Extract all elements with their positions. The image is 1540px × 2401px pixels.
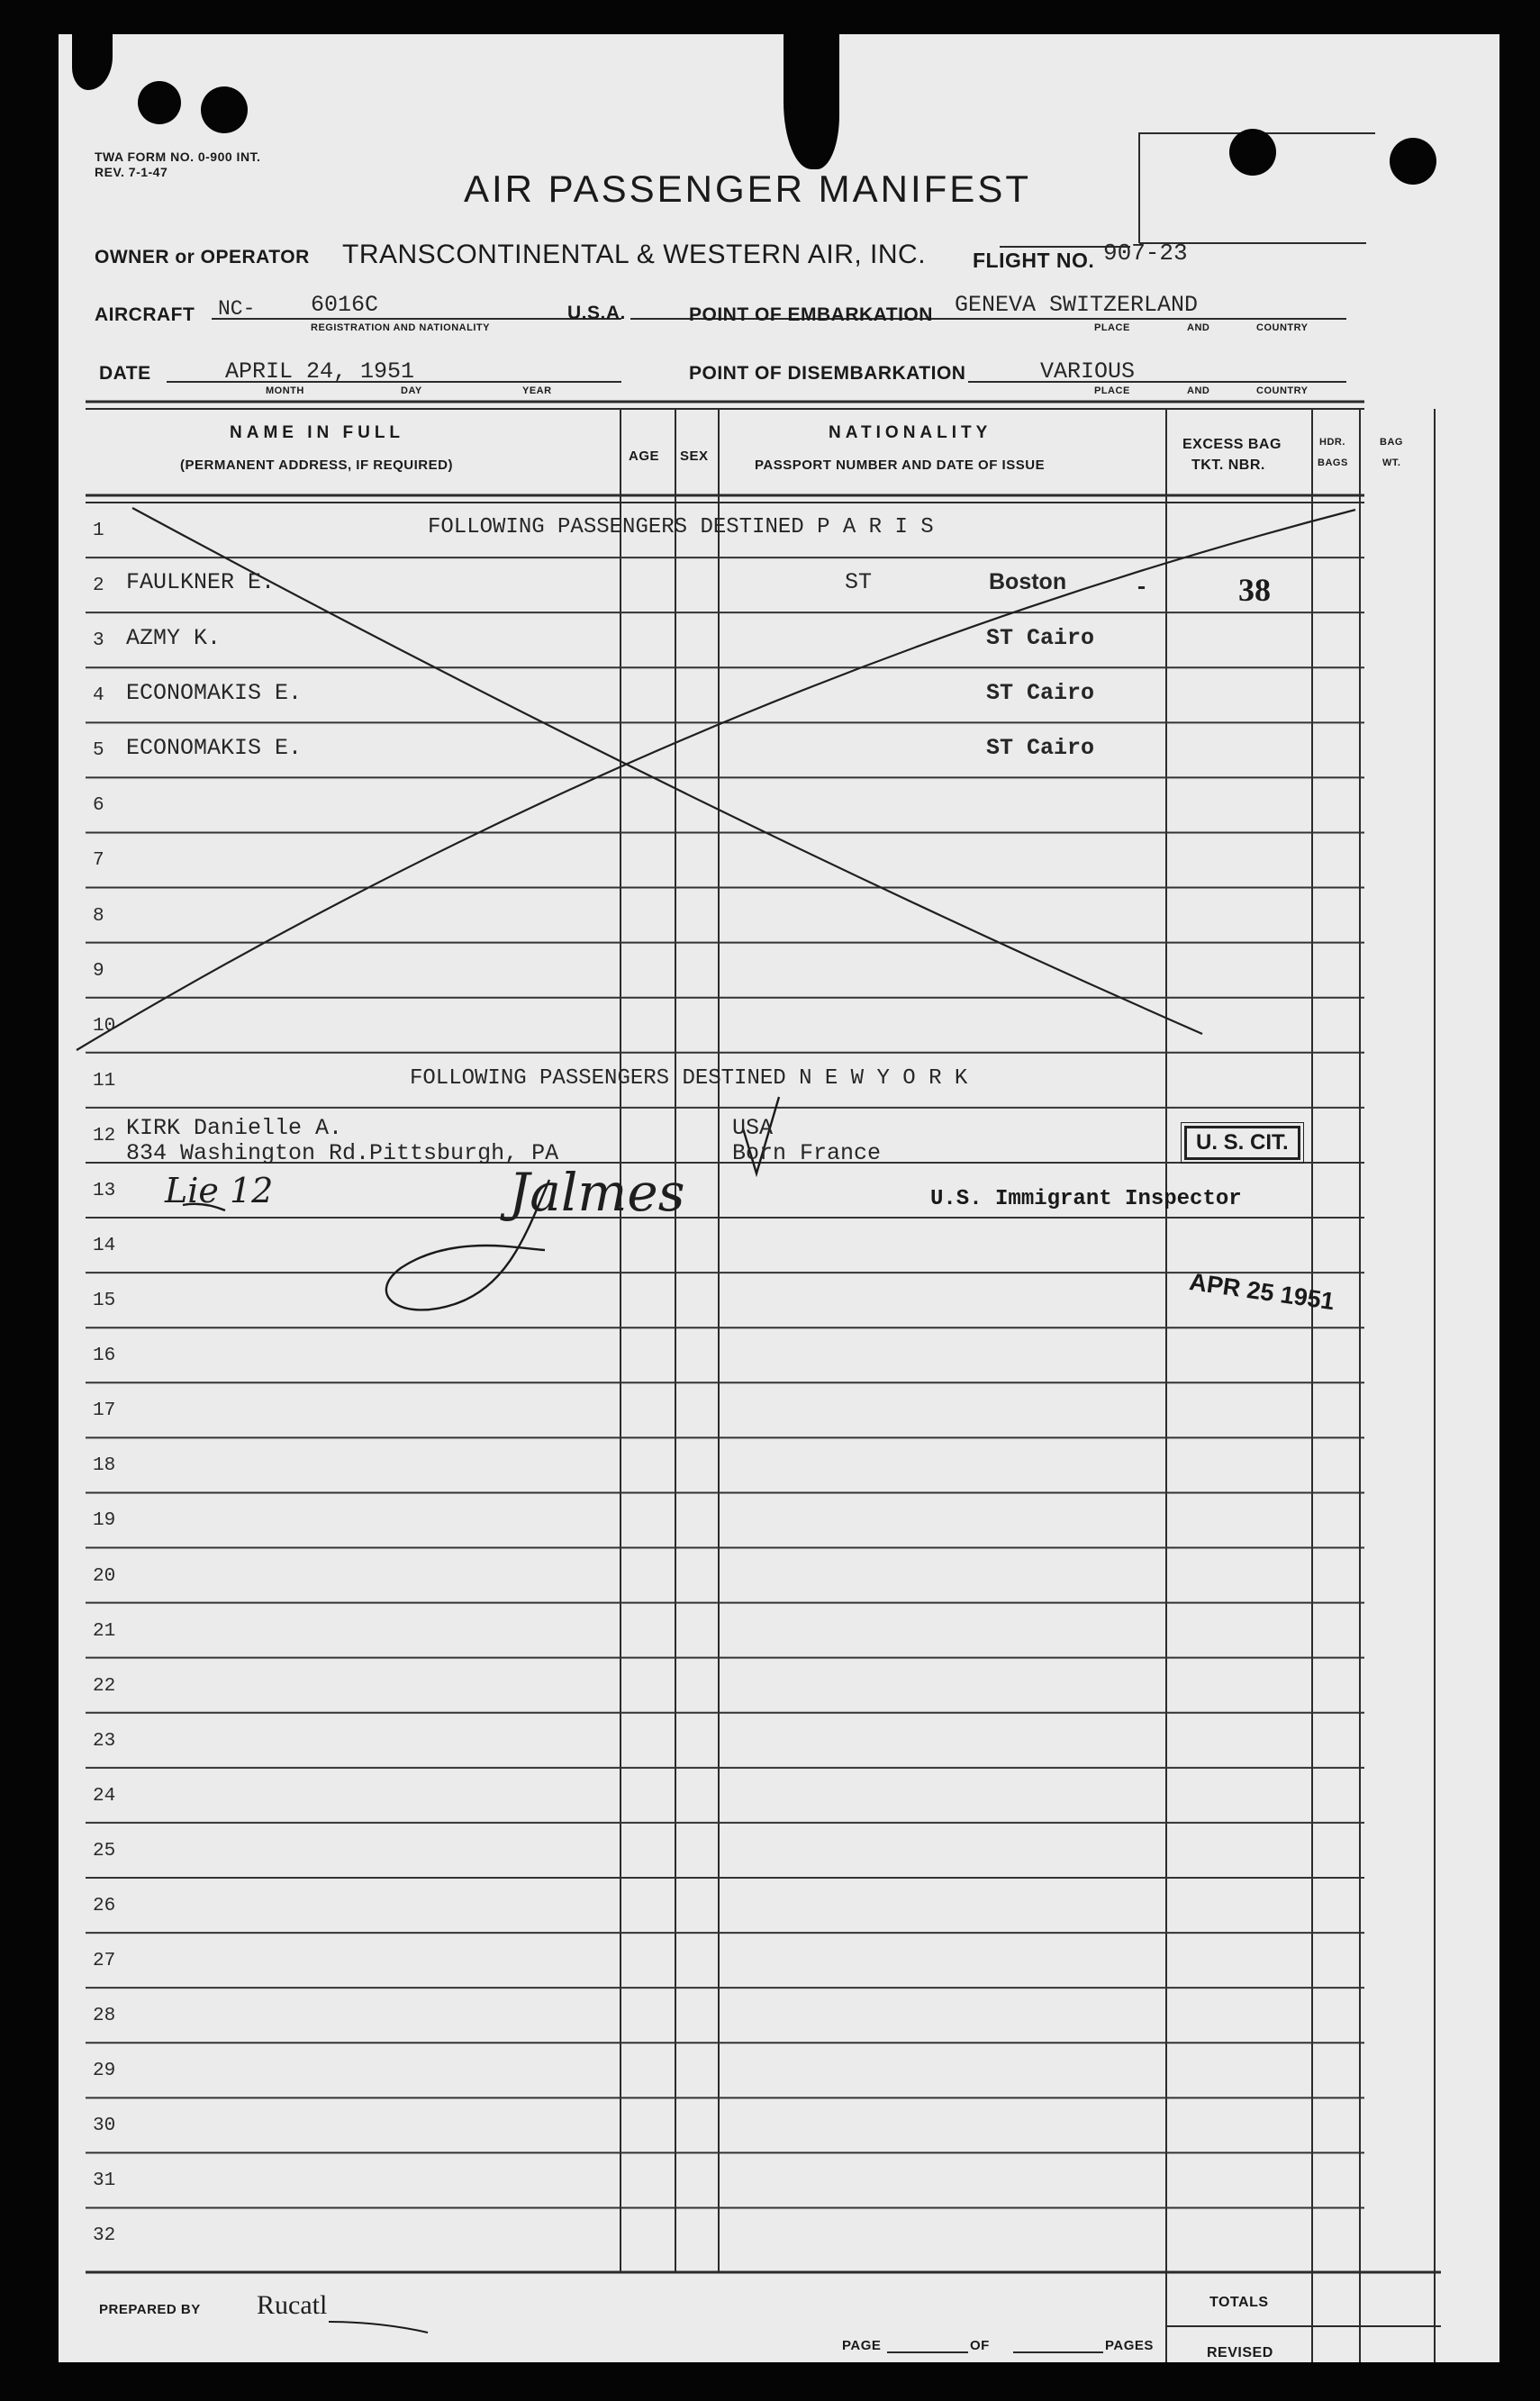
row-12-stamp: U. S. CIT. — [1184, 1126, 1300, 1160]
row-number: 10 — [93, 1015, 116, 1037]
row-12-address: 834 Washington Rd.Pittsburgh, PA — [126, 1140, 559, 1166]
col-hdr-header-2: BAGS — [1318, 458, 1348, 468]
form-number: TWA FORM NO. 0-900 INT. — [95, 149, 261, 164]
punch-hole — [1229, 129, 1276, 176]
disembark-label: POINT OF DISEMBARKATION — [689, 363, 966, 384]
month-caption: MONTH — [266, 385, 304, 396]
row-number: 29 — [93, 2061, 116, 2082]
row-number: 12 — [93, 1125, 116, 1146]
torn-notch — [784, 34, 839, 169]
row-12-nat-1: USA — [732, 1115, 774, 1141]
owner-value: TRANSCONTINENTAL & WESTERN AIR, INC. — [342, 240, 927, 269]
prepared-by-value: Rucatl — [257, 2290, 328, 2320]
date-label: DATE — [99, 363, 151, 384]
row-11-destination: FOLLOWING PASSENGERS DESTINED N E W Y O R K — [410, 1066, 968, 1091]
aircraft-label: AIRCRAFT — [95, 304, 195, 325]
page-title: AIR PASSENGER MANIFEST — [464, 168, 1031, 210]
row-number: 25 — [93, 1840, 116, 1862]
row-number: 20 — [93, 1565, 116, 1587]
row-number: 3 — [93, 630, 104, 652]
row-number: 27 — [93, 1951, 116, 1972]
row-number: 21 — [93, 1620, 116, 1642]
row-4-nationality: ST Cairo — [986, 680, 1095, 706]
punch-hole — [201, 86, 248, 133]
row-13-inspector-stamp: U.S. Immigrant Inspector — [930, 1187, 1242, 1211]
row-2-place: Boston — [989, 569, 1067, 594]
row-4-name: ECONOMAKIS E. — [126, 680, 303, 706]
of-label: OF — [970, 2338, 990, 2353]
embark-value: GENEVA SWITZERLAND — [955, 292, 1199, 318]
row-number: 16 — [93, 1345, 116, 1367]
row-number: 13 — [93, 1180, 116, 1201]
row-number: 28 — [93, 2006, 116, 2027]
col-nationality-sub: PASSPORT NUMBER AND DATE OF ISSUE — [755, 458, 1046, 473]
pages-label: PAGES — [1105, 2338, 1154, 2353]
col-sex-header: SEX — [680, 448, 709, 464]
disembark-value: VARIOUS — [1040, 358, 1136, 385]
row-number: 22 — [93, 1675, 116, 1697]
row-12-name: KIRK Danielle A. — [126, 1115, 343, 1141]
row-number: 4 — [93, 685, 104, 707]
row-12-nat-2: Born France — [732, 1140, 882, 1166]
row-13-signature: Jalmes — [509, 1162, 685, 1223]
country-caption-2: COUNTRY — [1256, 385, 1309, 396]
row-number: 32 — [93, 2225, 116, 2247]
col-hdr-header-1: HDR. — [1319, 437, 1345, 448]
row-number: 9 — [93, 960, 104, 982]
row-number: 1 — [93, 521, 104, 541]
and-caption: AND — [1187, 322, 1210, 333]
punch-hole — [138, 81, 181, 124]
embark-label: POINT OF EMBARKATION — [689, 304, 933, 325]
day-caption: DAY — [401, 385, 422, 396]
col-bagwt-header-1: BAG — [1380, 437, 1403, 448]
revised-label: REVISED — [1207, 2345, 1273, 2360]
row-number: 14 — [93, 1236, 116, 1257]
aircraft-country: U.S.A. — [567, 303, 626, 323]
row-number: 15 — [93, 1291, 116, 1312]
punch-hole — [1390, 138, 1436, 185]
year-caption: YEAR — [522, 385, 552, 396]
row-number: 19 — [93, 1510, 116, 1532]
prepared-by-label: PREPARED BY — [99, 2302, 201, 2317]
row-1-destination: FOLLOWING PASSENGERS DESTINED P A R I S — [428, 515, 934, 539]
place-caption-2: PLACE — [1094, 385, 1130, 396]
flight-value: 907-23 — [1103, 240, 1188, 267]
row-number: 17 — [93, 1400, 116, 1422]
row-number: 5 — [93, 740, 104, 762]
row-number: 18 — [93, 1455, 116, 1477]
row-3-nationality: ST Cairo — [986, 625, 1095, 651]
flight-label: FLIGHT NO. — [973, 249, 1095, 272]
col-excess-header-1: EXCESS BAG — [1182, 437, 1282, 452]
row-number: 7 — [93, 850, 104, 872]
row-number: 2 — [93, 575, 104, 597]
col-name-header: NAME IN FULL — [230, 423, 405, 442]
row-number: 8 — [93, 905, 104, 927]
row-number: 24 — [93, 1785, 116, 1807]
col-bagwt-header-2: WT. — [1382, 458, 1401, 468]
row-2-dash: - — [1135, 575, 1149, 601]
place-caption: PLACE — [1094, 322, 1130, 333]
row-number: 6 — [93, 795, 104, 817]
col-excess-header-2: TKT. NBR. — [1191, 458, 1265, 473]
col-age-header: AGE — [629, 448, 660, 464]
row-5-name: ECONOMAKIS E. — [126, 735, 303, 761]
aircraft-caption: REGISTRATION AND NATIONALITY — [311, 322, 490, 333]
page-label: PAGE — [842, 2338, 882, 2353]
country-caption: COUNTRY — [1256, 322, 1309, 333]
row-2-name: FAULKNER E. — [126, 569, 276, 595]
and-caption-2: AND — [1187, 385, 1210, 396]
row-13-note: Lie 12 — [165, 1171, 274, 1210]
row-2-excess: 38 — [1238, 572, 1271, 608]
owner-label: OWNER or OPERATOR — [95, 247, 310, 267]
aircraft-prefix: NC- — [218, 297, 256, 321]
row-5-nationality: ST Cairo — [986, 735, 1095, 761]
form-revision: REV. 7-1-47 — [95, 165, 168, 179]
row-number: 30 — [93, 2116, 116, 2137]
aircraft-value: 6016C — [311, 292, 379, 318]
totals-label: TOTALS — [1209, 2295, 1269, 2310]
manifest-page — [59, 34, 1499, 2362]
row-2-nationality: ST — [845, 569, 873, 595]
col-nationality-header: NATIONALITY — [829, 423, 992, 442]
row-number: 26 — [93, 1896, 116, 1916]
date-stamp: APR 25 1951 — [1187, 1268, 1336, 1316]
col-name-sub: (PERMANENT ADDRESS, IF REQUIRED) — [180, 458, 453, 473]
date-value: APRIL 24, 1951 — [225, 358, 415, 385]
row-number: 31 — [93, 2170, 116, 2192]
row-3-name: AZMY K. — [126, 625, 222, 651]
row-number: 23 — [93, 1730, 116, 1752]
row-number: 11 — [93, 1070, 116, 1092]
